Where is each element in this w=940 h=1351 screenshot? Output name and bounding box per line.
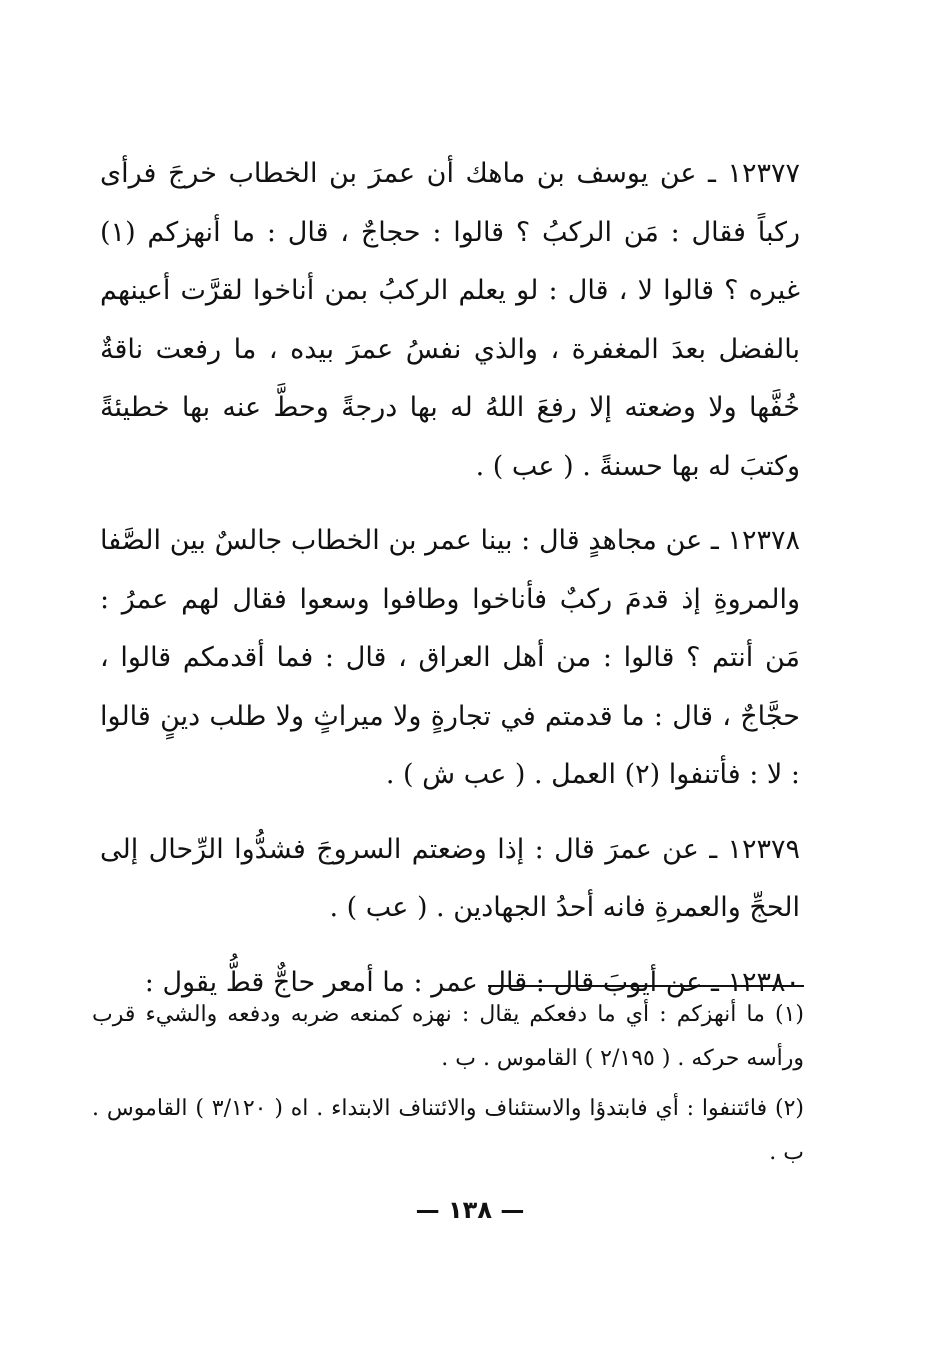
- footnote-2: (٢) فائتنفوا : أي فابتدؤا والاستئناف والائتناف الابتداء . اه ( ٣/١٢٠ ) القاموس . ب .: [92, 1096, 805, 1165]
- hadith-text-block: [100, 145, 800, 1028]
- footnote-divider: [488, 985, 804, 987]
- footnotes-block: [92, 993, 804, 1181]
- hadith-entry-12379: ١٢٣٧٩ ـ عن عمرَ قال : إذا وضعتم السروجَ فشدُّوا الرِّحال إلى الحجِّ والعمرةِ فانه أحدُ الجهادين . ( عب ) .: [100, 833, 800, 923]
- hadith-entry-12377: ١٢٣٧٧ ـ عن يوسف بن ماهك أن عمرَ بن الخطاب خرجَ فرأى ركباً فقال : مَن الركبُ ؟ قالوا : حجاجٌ ، قال : ما أنهزكم (١) غيره ؟ قالوا لا ، قال : لو يعلم الركبُ بمن أناخوا لقرَّت أعينهم بالفضل بعدَ المغفرة ، والذي نفسُ عمرَ بيده ، ما رفعت ناقةٌ خُفَّها ولا وضعته إلا رفعَ اللهُ له بها درجةً وحطَّ عنه بها خطيئةً وكتبَ له بها حسنةً . ( عب ) .: [100, 158, 800, 482]
- page-number: — ١٣٨ —: [415, 1196, 525, 1224]
- footnote-1: (١) ما أنهزكم : أي ما دفعكم يقال : نهزه كمنعه ضربه ودفعه والشيء قرب ورأسه حركه . ( ٢/١٩٥ ) القاموس . ب .: [92, 1002, 804, 1071]
- hadith-entry-12378: ١٢٣٧٨ ـ عن مجاهدٍ قال : بينا عمر بن الخطاب جالسٌ بين الصَّفا والمروةِ إذ قدمَ ركبٌ فأناخوا وطافوا وسعوا فقال لهم عمرُ : مَن أنتم ؟ قالوا : من أهل العراق ، قال : فما أقدمكم قالوا ، حجَّاجٌ ، قال : ما قدمتم في تجارةٍ ولا ميراثٍ ولا طلب دينٍ قالوا : لا : فأتنفوا (٢) العمل . ( عب ش ) .: [100, 525, 800, 790]
- hadith-entry-12380: ١٢٣٨٠ ـ عن أيوبَ قال : قال عمر : ما أمعر حاجٌّ قطُّ يقول :: [144, 966, 800, 998]
